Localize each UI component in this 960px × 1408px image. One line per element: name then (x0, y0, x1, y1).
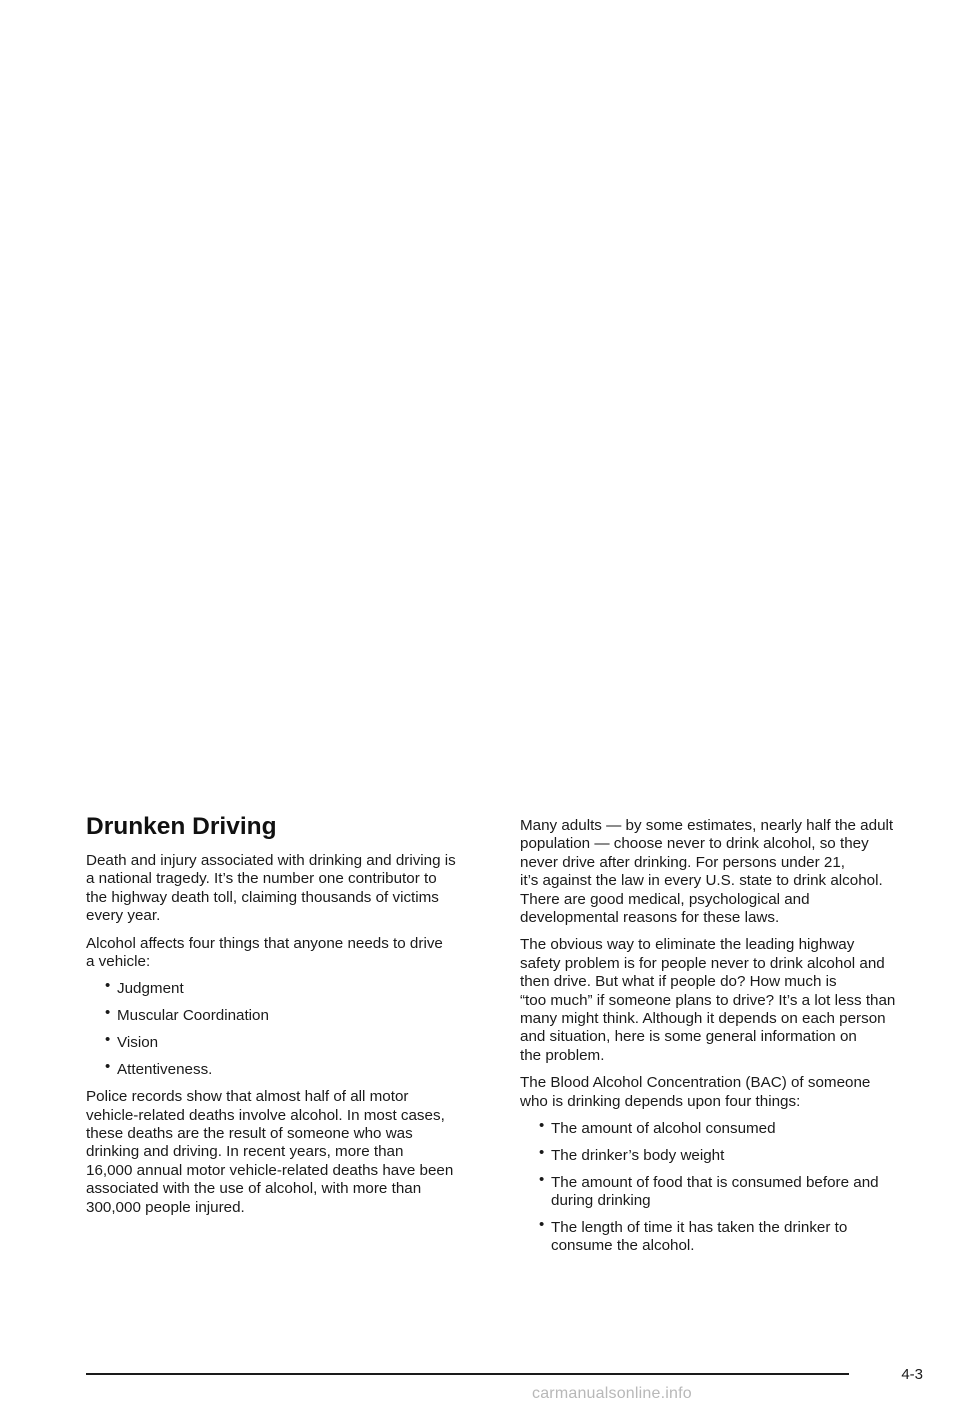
bullet-icon: • (539, 1170, 545, 1188)
list-item: • Vision (105, 1031, 159, 1052)
bullet-icon: • (105, 1031, 111, 1049)
list-item: • The length of time it has taken the drinker to consume the alcohol. (539, 1215, 848, 1255)
right-column (520, 817, 930, 1265)
paragraph-intro: Death and injury associated with drinking and driving is a national tragedy. It’s the number one contributor to the highway death toll, claiming thousands of victims every year. (86, 852, 456, 925)
paragraph-police-records: Police records show that almost half of all motor vehicle-related deaths involve alcohol. In most cases, these deaths are the result of someone who was drinking and driving. In recent years, more than 16,000 annual motor vehicle-related deaths have been associated with the use of alcohol, with more than 300,000 people injured. (86, 1088, 454, 1216)
paragraph-many-adults: Many adults — by some estimates, nearly half the adult population — choose never to drink alcohol, so they never drive after drinking. For persons under 21, it’s against the law in every U.S. state to drink alcohol. There are good medical, psychological and developmental reasons for these laws. (520, 817, 894, 927)
footer-rule (86, 1373, 849, 1375)
bullet-icon: • (105, 1057, 111, 1075)
paragraph-alcohol-affects: Alcohol affects four things that anyone needs to drive a vehicle: (86, 934, 443, 971)
list-item: • The drinker’s body weight (539, 1143, 725, 1164)
paragraph-bac: The Blood Alcohol Concentration (BAC) of someone who is drinking depends upon four things: (520, 1074, 871, 1110)
watermark: carmanualsonline.info (532, 1385, 692, 1402)
bullet-icon: • (539, 1215, 545, 1233)
list-item: • The amount of food that is consumed before and during drinking (539, 1170, 879, 1210)
bullet-icon: • (105, 977, 111, 995)
bullet-icon: • (539, 1143, 545, 1161)
alcohol-effects-list (86, 977, 486, 1079)
bullet-icon: • (539, 1117, 545, 1135)
bullet-icon: • (105, 1004, 111, 1022)
paragraph-obvious-way: The obvious way to eliminate the leading highway safety problem is for people never to drink alcohol and then drive. But what if people do? How much is “too much” if someone plans to drive? It’s a lot less than many might think. Although it depends on each person and situation, here is some general information on the problem. (520, 936, 896, 1064)
page-number: 4-3 (901, 1366, 923, 1383)
list-item: • The amount of alcohol consumed (539, 1117, 776, 1138)
section-heading: Drunken Driving (86, 813, 277, 840)
list-item: • Judgment (105, 977, 184, 998)
list-item: • Muscular Coordination (105, 1004, 269, 1025)
bac-factors-list (520, 1117, 930, 1256)
list-item: • Attentiveness. (105, 1057, 213, 1078)
left-column (86, 812, 486, 1226)
